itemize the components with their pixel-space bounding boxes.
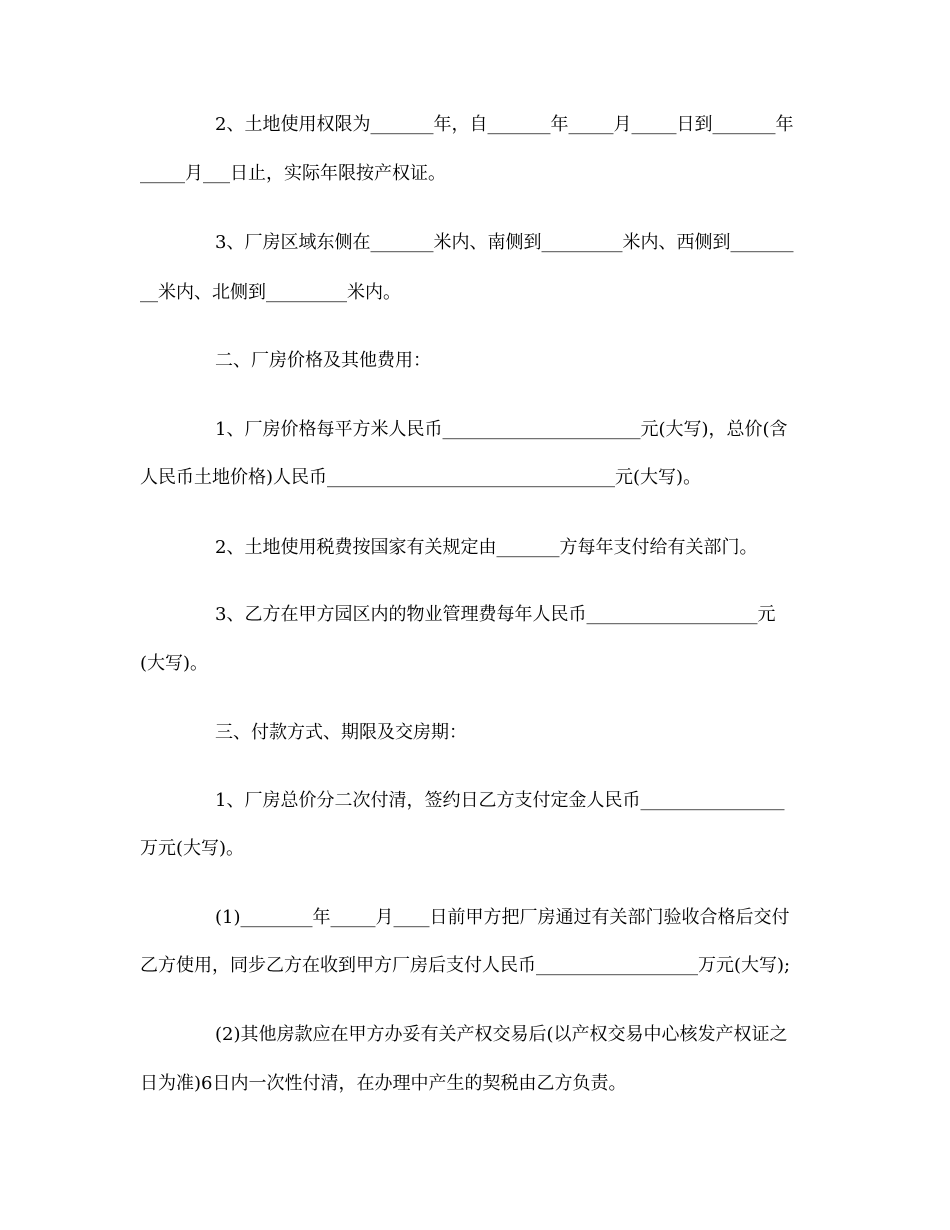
clause-3-1-item-1-line-2: 乙方使用，同步乙方在收到甲方厂房后支付人民币__________________万元(大写); [140, 955, 791, 976]
clause-3-1-line-2: 万元(大写)。 [140, 838, 245, 859]
clause-3-1-item-1-line-1: (1)________年_____月____日前甲方把厂房通过有关部门验收合格后交付 [215, 907, 790, 928]
clause-3-1-line-1: 1、厂房总价分二次付清，签约日乙方支付定金人民币________________ [215, 790, 785, 811]
section-2-heading: 二、厂房价格及其他费用： [215, 350, 431, 371]
clause-1-3-line-2: __米内、北侧到_________米内。 [140, 282, 401, 303]
section-3-heading: 三、付款方式、期限及交房期： [215, 722, 467, 743]
clause-3-1-item-2-line-1: (2)其他房款应在甲方办妥有关产权交易后(以产权交易中心核发产权证之 [215, 1024, 788, 1045]
clause-1-3-line-1: 3、厂房区域东侧在_______米内、南侧到_________米内、西侧到_______ [215, 232, 794, 253]
clause-2-1-line-1: 1、厂房价格每平方米人民币______________________元(大写)，总价(含 [215, 419, 788, 440]
clause-2-3-line-2: (大写)。 [140, 653, 209, 674]
clause-2-2: 2、土地使用税费按国家有关规定由_______方每年支付给有关部门。 [215, 537, 758, 558]
clause-2-1-line-2: 人民币土地价格)人民币________________________________元(大写)。 [140, 467, 702, 488]
clause-2-3-line-1: 3、乙方在甲方园区内的物业管理费每年人民币___________________元 [215, 604, 776, 625]
clause-3-1-item-2-line-2: 日为准)6日内一次性付清，在办理中产生的契税由乙方负责。 [140, 1073, 627, 1094]
clause-1-2-line-1: 2、土地使用权限为_______年，自_______年_____月_____日到_______年 [215, 114, 794, 135]
clause-1-2-line-2: _____月___日止，实际年限按产权证。 [140, 163, 446, 184]
